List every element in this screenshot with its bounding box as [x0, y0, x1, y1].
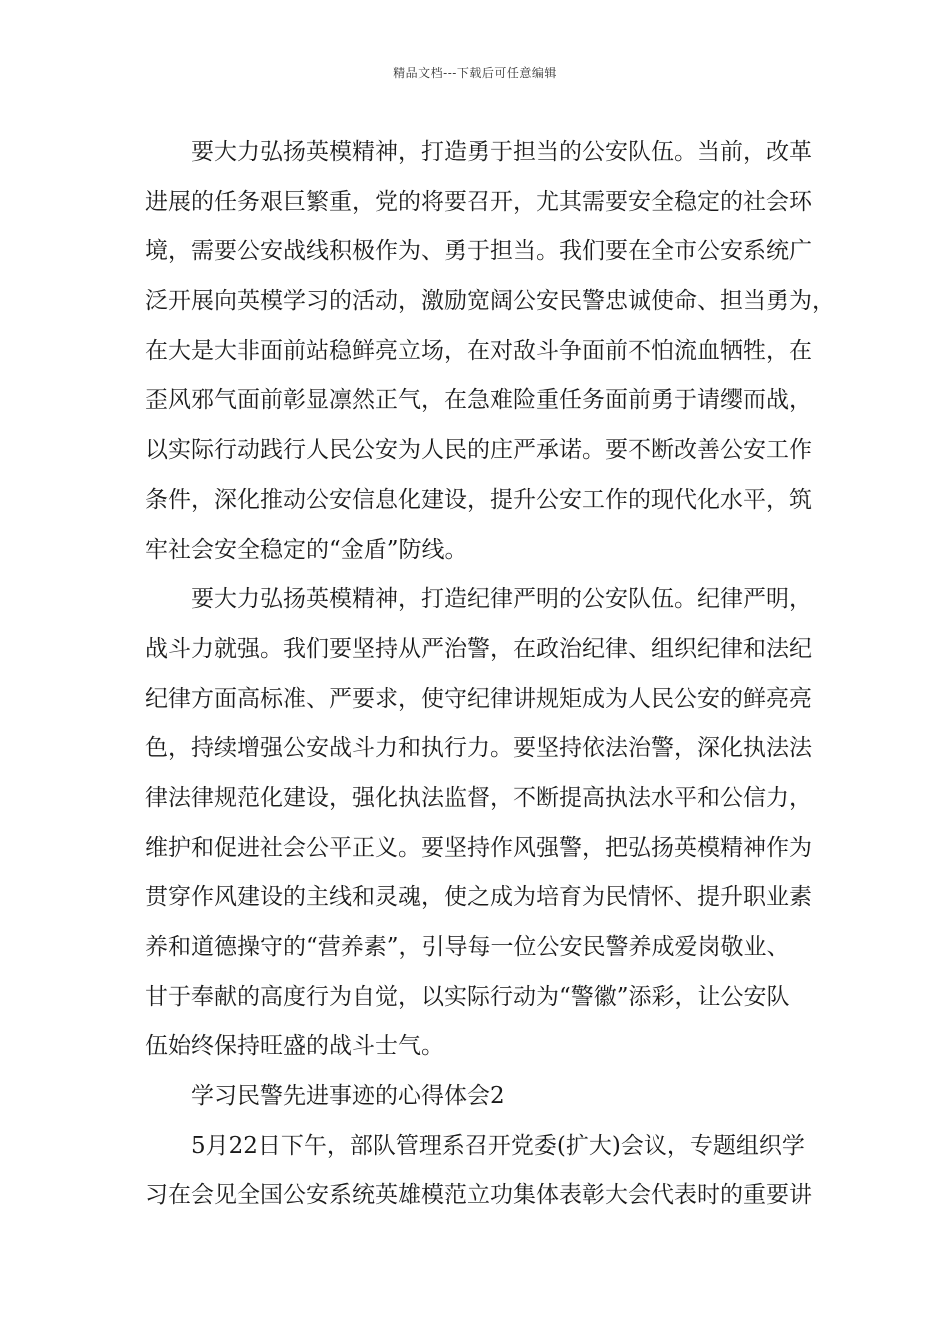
text-line: 战斗力就强。我们要坚持从严治警，在政治纪律、组织纪律和法纪: [145, 635, 812, 662]
text-line: 甘于奉献的高度行为自觉，以实际行动为“警徽”添彩，让公安队: [145, 983, 790, 1010]
text-line: 纪律方面高标准、严要求，使守纪律讲规矩成为人民公安的鲜亮亮: [145, 685, 812, 712]
page-header: 精品文档---下载后可任意编辑: [393, 66, 557, 80]
text-line: 养和道德操守的“营养素”，引导每一位公安民警养成爱岗敬业、: [145, 934, 790, 960]
text-line: 泛开展向英模学习的活动，激励宽阔公安民警忠诚使命、担当勇为，: [145, 288, 835, 315]
text-line: 学习民警先进事迹的心得体会2: [191, 1083, 505, 1110]
text-line: 以实际行动践行人民公安为人民的庄严承诺。要不断改善公安工作: [145, 437, 812, 464]
text-line: 在大是大非面前站稳鲜亮立场，在对敌斗争面前不怕流血牺牲，在: [145, 337, 812, 364]
text-line: 贯穿作风建设的主线和灵魂，使之成为培育为民情怀、提升职业素: [145, 884, 812, 911]
text-line: 要大力弘扬英模精神，打造纪律严明的公安队伍。纪律严明，: [191, 586, 812, 613]
text-line: 要大力弘扬英模精神，打造勇于担当的公安队伍。当前，改革: [191, 139, 812, 165]
text-line: 习在会见全国公安系统英雄模范立功集体表彰大会代表时的重要讲: [145, 1182, 812, 1209]
text-line: 伍始终保持旺盛的战斗士气。: [145, 1033, 444, 1060]
text-line: 境，需要公安战线积极作为、勇于担当。我们要在全市公安系统广: [145, 238, 812, 265]
text-line: 进展的任务艰巨繁重，党的将要召开，尤其需要安全稳定的社会环: [145, 188, 812, 215]
text-line: 维护和促进社会公平正义。要坚持作风强警，把弘扬英模精神作为: [145, 834, 812, 861]
text-line: 色，持续增强公安战斗力和执行力。要坚持依法治警，深化执法法: [145, 735, 812, 762]
text-line: 条件，深化推动公安信息化建设，提升公安工作的现代化水平，筑: [145, 486, 812, 513]
document-body: [145, 128, 835, 1221]
text-line: 律法律规范化建设，强化执法监督，不断提高执法水平和公信力，: [145, 784, 812, 811]
text-line: 歪风邪气面前彰显凛然正气，在急难险重任务面前勇于请缨而战，: [145, 387, 812, 414]
text-line: 5月22日下午，部队管理系召开党委(扩大)会议，专题组织学: [191, 1132, 805, 1159]
text-line: 牢社会安全稳定的“金盾”防线。: [145, 536, 468, 563]
